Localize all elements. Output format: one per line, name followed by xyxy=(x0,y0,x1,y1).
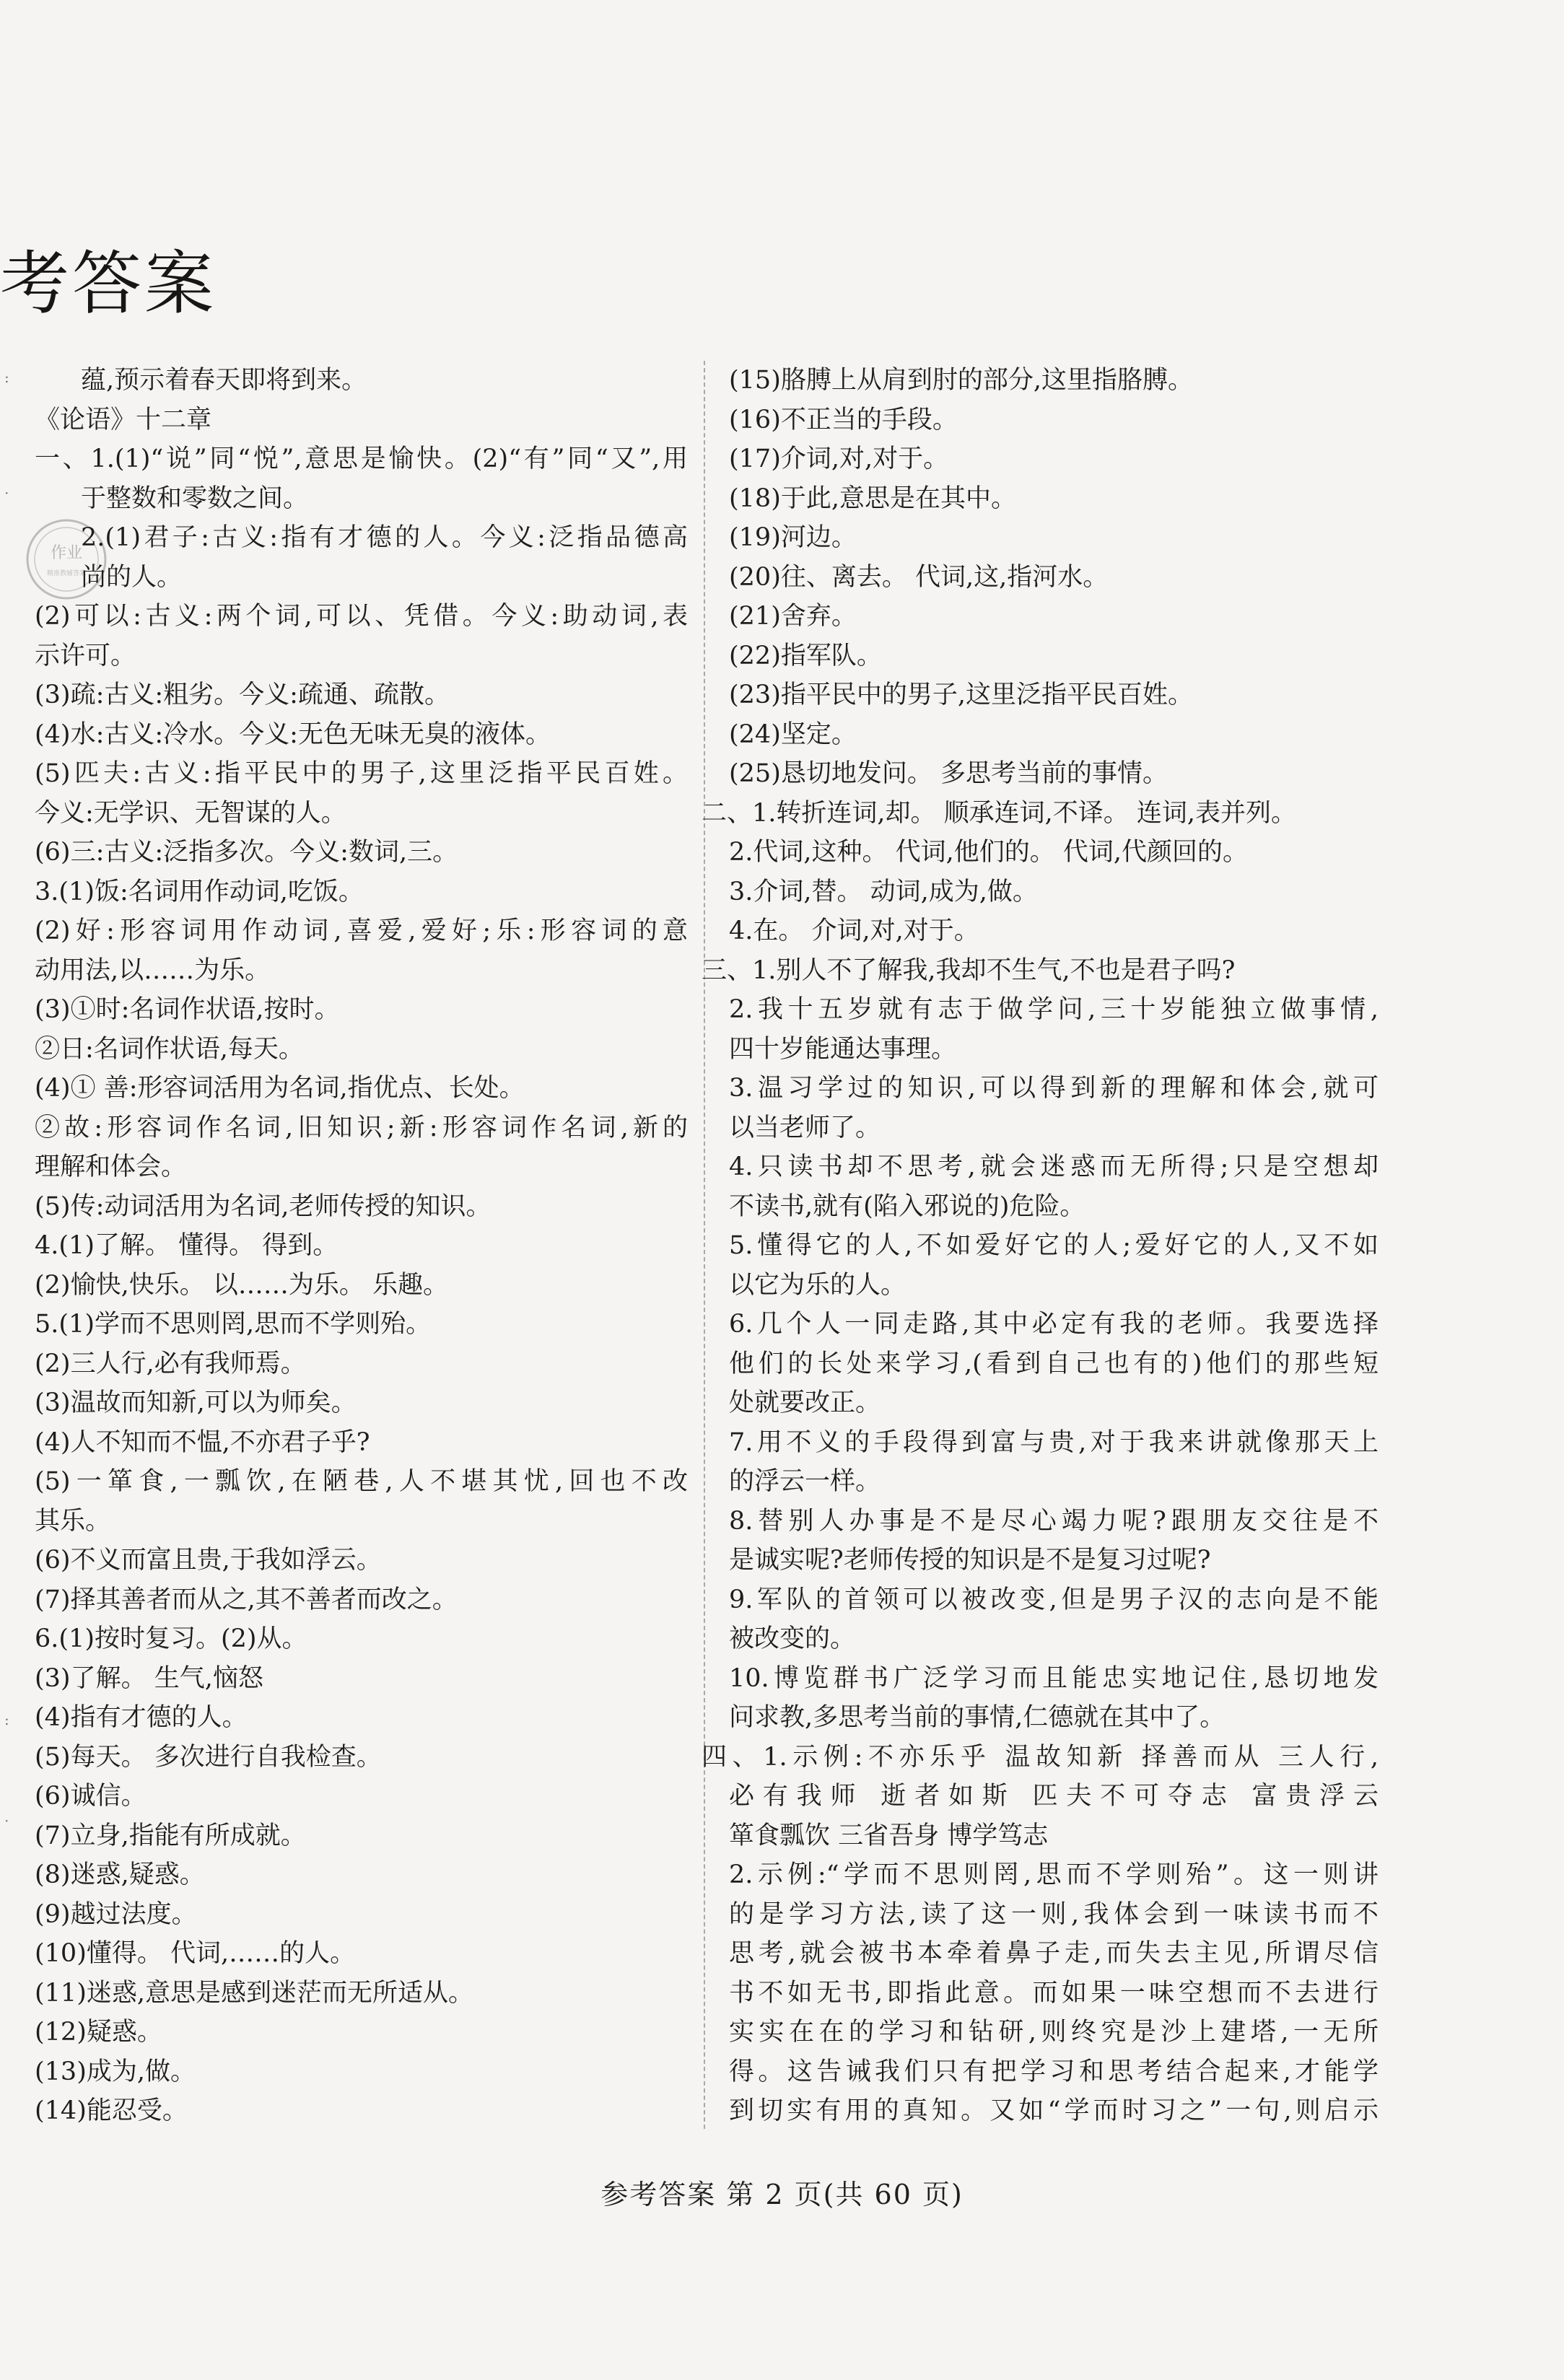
svg-text::: : xyxy=(4,369,9,386)
answer-line: 4.只读书却不思考,就会迷惑而无所得;只是空想却 xyxy=(729,1152,1379,1181)
margin-marks xyxy=(0,0,14,2380)
answer-line: (24)坚定。 xyxy=(729,719,857,749)
answer-line: (13)成为,做。 xyxy=(35,2057,196,2086)
answer-line: 是诚实呢?老师传授的知识是不是复习过呢? xyxy=(729,1546,1211,1575)
svg-text::: : xyxy=(4,1711,9,1728)
answer-line: 今义:无学识、无智谋的人。 xyxy=(35,798,346,828)
answer-line: (19)河边。 xyxy=(729,523,857,552)
answer-line: 6.(1)按时复习。(2)从。 xyxy=(35,1624,307,1653)
answer-line: 3.温习学过的知识,可以得到新的理解和体会,就可 xyxy=(729,1074,1379,1103)
answer-line: 四十岁能通达事理。 xyxy=(729,1034,957,1064)
answer-line: 实实在在的学习和钻研,则终究是沙上建塔,一无所 xyxy=(729,2018,1379,2047)
answer-line: 5.懂得它的人,不如爱好它的人;爱好它的人,又不如 xyxy=(729,1231,1379,1260)
answer-line: (2)愉快,快乐。 以……为乐。 乐趣。 xyxy=(35,1270,448,1300)
answer-line: (7)择其善者而从之,其不善者而改之。 xyxy=(35,1585,458,1614)
answer-line: 被改变的。 xyxy=(729,1624,856,1653)
answer-line: (8)迷惑,疑惑。 xyxy=(35,1860,205,1889)
answer-line: (5)匹夫:古义:指平民中的男子,这里泛指平民百姓。 xyxy=(35,759,688,788)
answer-line: 四、1.示例:不亦乐乎 温故知新 择善而从 三人行, xyxy=(702,1742,1379,1772)
answer-line: (17)介词,对,对于。 xyxy=(729,445,949,473)
answer-line: 二、1.转折连词,却。 顺承连词,不译。 连词,表并列。 xyxy=(702,798,1297,828)
svg-text:·: · xyxy=(4,484,9,502)
answer-line: 2.示例:“学而不思则罔,思而不学则殆”。这一则讲 xyxy=(729,1860,1379,1889)
answer-line: ②故:形容词作名词,旧知识;新:形容词作名词,新的 xyxy=(35,1113,688,1142)
answer-line: 三、1.别人不了解我,我却不生气,不也是君子吗? xyxy=(702,955,1236,985)
answer-line: (15)胳膊上从肩到肘的部分,这里指胳膊。 xyxy=(729,366,1193,395)
answer-line: 2.(1)君子:古义:指有才德的人。今义:泛指品德高 xyxy=(81,523,688,552)
answer-line: (3)温故而知新,可以为师矣。 xyxy=(35,1388,357,1417)
answer-line: (22)指军队。 xyxy=(729,641,882,670)
answer-line: 问求教,多思考当前的事情,仁德就在其中了。 xyxy=(729,1703,1226,1732)
answer-line: 《论语》十二章 xyxy=(35,405,212,434)
answer-line: 一、1.(1)“说”同“悦”,意思是愉快。(2)“有”同“又”,用 xyxy=(35,445,688,473)
answer-line: 以当老师了。 xyxy=(729,1113,881,1142)
answer-line: (3)疏:古义:粗劣。今义:疏通、疏散。 xyxy=(35,681,450,709)
answer-line: (6)诚信。 xyxy=(35,1782,147,1811)
answer-line: 7.用不义的手段得到富与贵,对于我来讲就像那天上 xyxy=(729,1427,1379,1457)
page-footer: 参考答案 第 2 页(共 60 页) xyxy=(600,2179,964,2210)
answer-line: 示许可。 xyxy=(35,641,136,670)
answer-line: (14)能忍受。 xyxy=(35,2096,188,2125)
answer-line: (2)三人行,必有我师焉。 xyxy=(35,1349,306,1378)
answer-line: 5.(1)学而不思则罔,思而不学则殆。 xyxy=(35,1310,432,1339)
answer-line: (11)迷惑,意思是感到迷茫而无所适从。 xyxy=(35,1978,473,2008)
answer-line: (9)越过法度。 xyxy=(35,1899,197,1929)
column-divider xyxy=(704,361,705,2129)
answer-line: (23)指平民中的男子,这里泛指平民百姓。 xyxy=(729,681,1193,709)
answer-line: (6)三:古义:泛指多次。今义:数词,三。 xyxy=(35,838,458,867)
answer-line: (4)指有才德的人。 xyxy=(35,1703,248,1732)
answer-line: 动用法,以……为乐。 xyxy=(35,955,271,985)
answer-line: 不读书,就有(陷入邪说的)危险。 xyxy=(729,1191,1085,1221)
answer-line: (7)立身,指能有所成就。 xyxy=(35,1821,306,1850)
answer-line: (3)①时:名词作状语,按时。 xyxy=(35,995,340,1024)
answer-line: (4)人不知而不愠,不亦君子乎? xyxy=(35,1427,370,1457)
answer-line: 的浮云一样。 xyxy=(729,1467,881,1496)
answer-line: 必有我师 逝者如斯 匹夫不可夺志 富贵浮云 xyxy=(729,1782,1379,1811)
answer-line: (2)可以:古义:两个词,可以、凭借。今义:助动词,表 xyxy=(35,602,688,631)
answer-line: (2)好:形容词用作动词,喜爱,爱好;乐:形容词的意 xyxy=(35,916,688,945)
svg-text:作业: 作业 xyxy=(50,544,83,562)
answer-line: (4)水:古义:冷水。今义:无色无味无臭的液体。 xyxy=(35,719,551,749)
answer-line: (12)疑惑。 xyxy=(35,2018,162,2047)
answer-line: 到切实有用的真知。又如“学而时习之”一句,则启示 xyxy=(729,2096,1379,2125)
answer-line: 9.军队的首领可以被改变,但是男子汉的志向是不能 xyxy=(729,1585,1379,1614)
answer-line: 的是学习方法,读了这一则,我体会到一味读书而不 xyxy=(729,1899,1379,1929)
answer-line: (16)不正当的手段。 xyxy=(729,405,958,434)
answer-line: 3.介词,替。 动词,成为,做。 xyxy=(729,877,1038,906)
answer-line: 以它为乐的人。 xyxy=(729,1270,906,1300)
answer-line: 处就要改正。 xyxy=(729,1388,881,1417)
answer-line: 理解和体会。 xyxy=(35,1152,187,1181)
answer-line: (5)传:动词活用为名词,老师传授的知识。 xyxy=(35,1191,492,1221)
answer-line: 尚的人。 xyxy=(81,562,183,592)
answer-line: (25)恳切地发问。 多思考当前的事情。 xyxy=(729,759,1168,788)
answer-line: (3)了解。 生气,恼怒 xyxy=(35,1663,263,1693)
answer-line: (5)一箪食,一瓢饮,在陋巷,人不堪其忧,回也不改 xyxy=(35,1467,688,1496)
answer-line: 4.在。 介词,对,对于。 xyxy=(729,916,979,945)
answer-line: 8.替别人办事是不是尽心竭力呢?跟朋友交往是不 xyxy=(729,1506,1379,1536)
answer-line: 蕴,预示着春天即将到来。 xyxy=(81,366,367,395)
answer-line: 书不如无书,即指此意。而如果一味空想而不去进行 xyxy=(729,1978,1379,2008)
answer-line: (18)于此,意思是在其中。 xyxy=(729,484,1016,513)
answer-line: 2.代词,这种。 代词,他们的。 代词,代颜回的。 xyxy=(729,838,1249,867)
answer-line: (6)不义而富且贵,于我如浮云。 xyxy=(35,1546,382,1575)
answer-line: 于整数和零数之间。 xyxy=(81,484,309,513)
answer-line: (5)每天。 多次进行自我检查。 xyxy=(35,1742,382,1772)
answer-line: 6.几个人一同走路,其中必定有我的老师。我要选择 xyxy=(729,1310,1379,1339)
answer-line: 其乐。 xyxy=(35,1506,111,1536)
svg-text:精准教辅答案: 精准教辅答案 xyxy=(46,570,87,577)
answer-line: (20)往、离去。 代词,这,指河水。 xyxy=(729,562,1109,592)
answer-line: (4)① 善:形容词活用为名词,指优点、长处。 xyxy=(35,1074,525,1103)
answer-line: 3.(1)饭:名词用作动词,吃饭。 xyxy=(35,877,364,906)
answer-line: (10)懂得。 代词,……的人。 xyxy=(35,1939,356,1968)
answer-line: 箪食瓢饮 三省吾身 博学笃志 xyxy=(729,1821,1049,1850)
answer-line: 4.(1)了解。 懂得。 得到。 xyxy=(35,1231,338,1260)
answer-line: (21)舍弃。 xyxy=(729,602,857,631)
answer-line: ②日:名词作状语,每天。 xyxy=(35,1034,304,1064)
svg-text:·: · xyxy=(4,1812,9,1829)
answer-line: 思考,就会被书本牵着鼻子走,而失去主见,所谓尽信 xyxy=(729,1939,1379,1968)
answer-line: 2.我十五岁就有志于做学问,三十岁能独立做事情, xyxy=(729,995,1379,1024)
answer-line: 得。这告诫我们只有把学习和思考结合起来,才能学 xyxy=(729,2057,1379,2086)
page-title: 考答案 xyxy=(0,243,217,324)
answer-line: 10.博览群书广泛学习而且能忠实地记住,恳切地发 xyxy=(729,1663,1379,1693)
answer-line: 他们的长处来学习,(看到自己也有的)他们的那些短 xyxy=(729,1349,1379,1378)
